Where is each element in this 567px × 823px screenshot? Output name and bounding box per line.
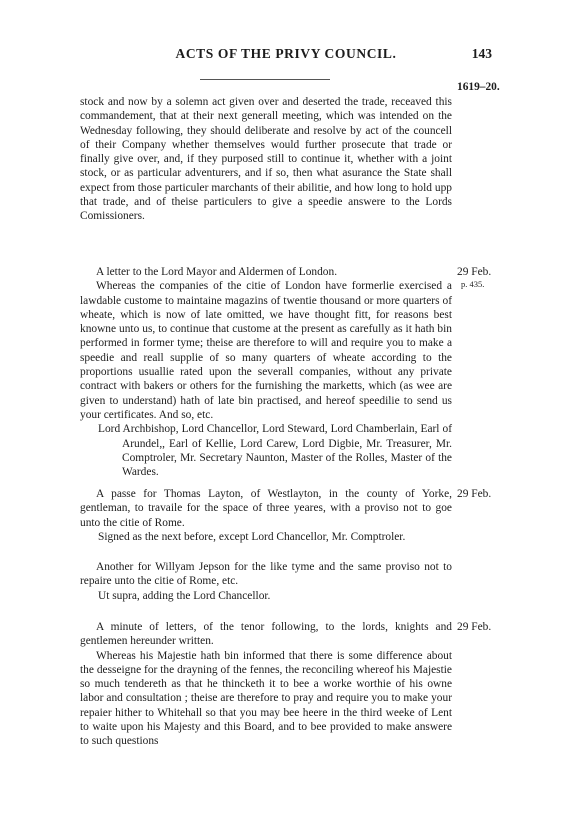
page-header [80,46,492,66]
passe-body: A passe for Thomas Layton, of Westlayton, in the county of Yorke, gentleman, to travaile for the space of three yeares, with a proviso not to goe unto the citie of Rome. [80,488,452,529]
margin-year: 1619–20. [457,81,500,93]
letter-entry [80,265,452,479]
another-body: Another for Willyam Jepson for the like tyme and the same proviso not to repaire unto the citie of Rome, etc. [80,561,452,588]
minute-entry [80,620,452,749]
letter-signatories: Lord Archbishop, Lord Chancellor, Lord Steward, Lord Chamberlain, Earl of Arundel,, Earl of Kellie, Lord Carew, Lord Digbie, Mr. Treasurer, Mr. Comptroler, Mr. Secretary Naunton, Master of the Rolles, Master of the Wardes. [98,423,452,479]
another-signed: Ut supra, adding the Lord Chancellor. [98,589,271,602]
page-number: 143 [471,46,492,61]
minute-body: Whereas his Majestie hath bin informed that there is some difference about the desseigne for the drayning of the fennes, the reconciling whereof his Majestie so much tendereth as that he thincketh it to bee a worke worthie of his owne labor and consultation ; theise are therefore to pray and require you to make your repaier hither to Whitehall so that you may bee heere in the third weeke of Lent to waite upon his Majesty and this Board, and to bee provided to make answere to such questions [80,649,452,748]
margin-date-minute: 29 Feb. [457,621,492,633]
letter-heading: A letter to the Lord Mayor and Aldermen of London. [96,266,338,278]
running-head: ACTS OF THE PRIVY COUNCIL. [175,46,397,61]
passe-entry [80,487,452,544]
another-entry [80,560,452,603]
passe-signed: Signed as the next before, except Lord Chancellor, Mr. Comptroler. [98,530,406,543]
margin-page-ref: p. 435. [461,279,485,290]
letter-body: Whereas the companies of the citie of London have formerlie exercised a lawdable custome to maintaine magazins of twentie thousand or more quarters of wheate, which is now of late omitted, we have thought fitt, for reasons best knowne unto us, to continue that custome at the present as carefully as it hath bin performed in former tyme; theise are therefore to will and require you to make a speedie and reall supplie of so many quarters of wheate according to the proportions usuallie rated upon the severall companies, without any private contract with bakers or others for the furnishing the marketts, which (as wee are given to understand) hath of late bin practised, and hereof speedilie to send us your certificates. And so, etc. [80,280,452,421]
header-rule [200,79,330,80]
margin-date-letter [457,265,537,289]
continuation-text: stock and now by a solemn act given over and deserted the trade, receaved this commandement, that at their next generall meeting, which was intended on the Wednesday following, they should deliberate and resolve by act of the councell of their Company whether themselves would further prosecute that trade or finally give over, and, if they purposed still to continue it, whether with a joint stock, or as particular adventurers, and if so, then what asurance the State shall expect from those particuler marchants of their abilitie, and how long to hold upp that trade, and of theise particulers to give a speedie answere to the Lords Comissioners. [80,96,452,223]
margin-date-passe: 29 Feb. [457,488,492,500]
minute-heading: A minute of letters, of the tenor following, to the lords, knights and gentlemen hereunder written. [80,621,452,648]
continuation-paragraph [80,95,452,224]
margin-date: 29 Feb. [457,266,492,278]
